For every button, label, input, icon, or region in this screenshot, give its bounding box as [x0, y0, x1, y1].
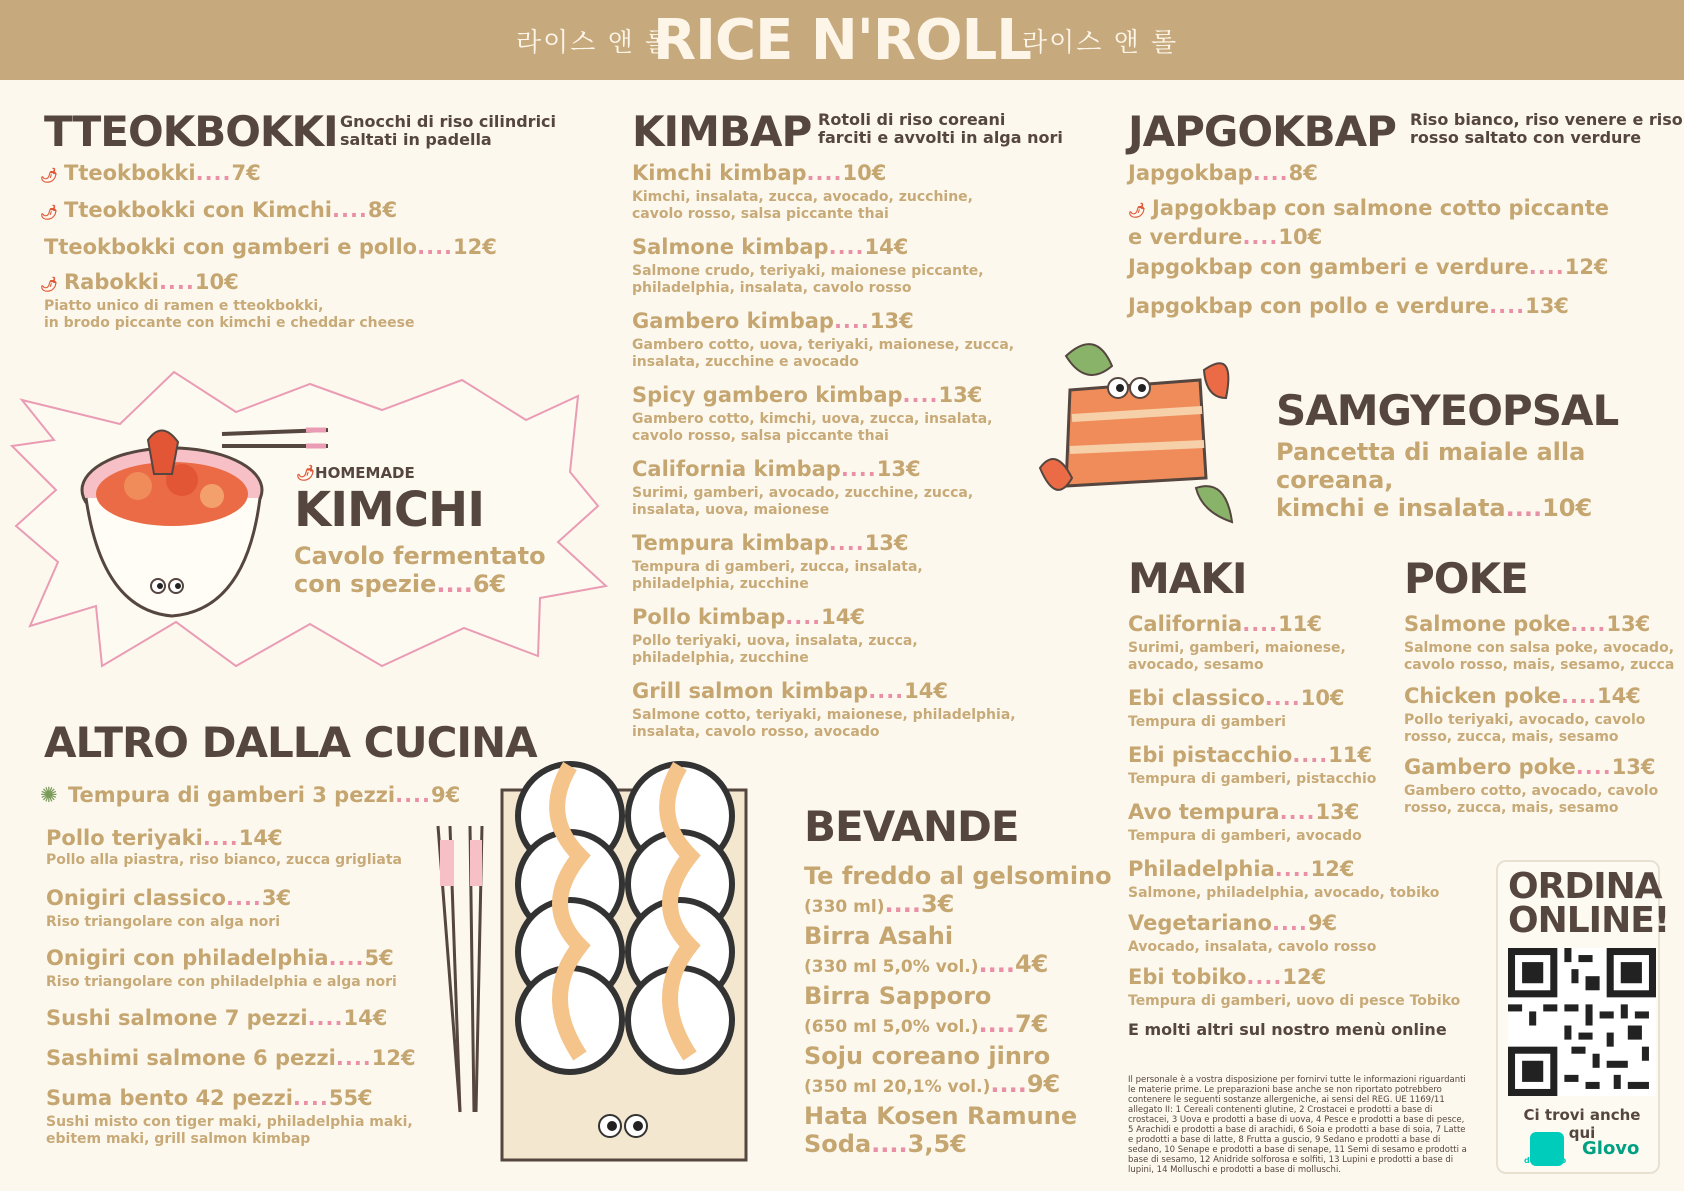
menu-item: Gambero kimbap....13€ [632, 309, 914, 333]
samgyeopsal-illustration [1036, 328, 1246, 538]
section-title-poke: POKE [1404, 554, 1528, 603]
item-description: Riso triangolare con alga nori [46, 914, 281, 930]
menu-item: ✺ Tempura di gamberi 3 pezzi....9€ [40, 783, 461, 807]
section-title-maki: MAKI [1128, 554, 1247, 603]
item-description: Salmone cotto, teriyaki, maionese, philadelphia, insalata, cavolo rosso, avocado [632, 707, 1016, 740]
item-description: Gambero cotto, uova, teriyaki, maionese, zucca, insalata, zucchine e avocado [632, 337, 1015, 370]
header-korean-left: 라이스 앤 롤 [516, 28, 673, 58]
glovo-logo[interactable]: Glovo [1582, 1138, 1640, 1159]
header-banner [0, 0, 1684, 80]
also-on-label: Ci trovi anche qui [1523, 1106, 1641, 1142]
chili-icon: 🌶 [40, 168, 58, 184]
menu-item: Onigiri con philadelphia....5€ [46, 946, 394, 970]
menu-item: Japgokbap con pollo e verdure....13€ [1128, 294, 1569, 318]
menu-item: Suma bento 42 pezzi....55€ [46, 1086, 373, 1110]
item-description: Kimchi, insalata, zucca, avocado, zucchine, cavolo rosso, salsa piccante thai [632, 189, 973, 222]
more-online-note: E molti altri sul nostro menù online [1128, 1020, 1447, 1039]
menu-item: Salmone poke....13€ [1404, 612, 1651, 636]
item-description: Tempura di gamberi [1128, 714, 1286, 730]
menu-item: Kimchi kimbap....10€ [632, 161, 887, 185]
item-description: Pollo teriyaki, uova, insalata, zucca, philadelphia, zucchine [632, 633, 918, 666]
kimchi-title: KIMCHI [294, 482, 485, 538]
item-description: Avocado, insalata, cavolo rosso [1128, 939, 1377, 955]
section-subtitle-japgokbap: Riso bianco, riso venere e riso rosso saltato con verdure [1410, 110, 1683, 147]
item-description: Salmone crudo, teriyaki, maionese piccante, philadelphia, insalata, cavolo rosso [632, 263, 984, 296]
menu-item: Avo tempura....13€ [1128, 800, 1360, 824]
drink-item: Hata Kosen Ramune Soda....3,5€ [804, 1102, 1078, 1158]
item-description: Riso triangolare con philadelphia e alga nori [46, 974, 397, 990]
item-description: Tempura di gamberi, pistacchio [1128, 771, 1377, 787]
menu-item: Pollo kimbap....14€ [632, 605, 865, 629]
kimchi-bowl-illustration [62, 410, 332, 620]
menu-item: Pollo teriyaki....14€ [46, 826, 283, 850]
section-title-bevande: BEVANDE [804, 802, 1019, 851]
item-description: Gambero cotto, kimchi, uova, zucca, insalata, cavolo rosso, salsa piccante thai [632, 411, 993, 444]
menu-item: Tempura kimbap....13€ [632, 531, 909, 555]
section-subtitle-tteokbokki: Gnocchi di riso cilindrici saltati in padella [340, 112, 557, 149]
chili-icon: 🌶 [296, 464, 316, 482]
chili-icon: 🌶 [40, 205, 58, 221]
section-title-altro: ALTRO DALLA CUCINA [44, 718, 537, 767]
section-subtitle-kimbap: Rotoli di riso coreani farciti e avvolti in alga nori [818, 110, 1063, 147]
item-description: Salmone, philadelphia, avocado, tobiko [1128, 885, 1440, 901]
menu-item: Sushi salmone 7 pezzi....14€ [46, 1006, 388, 1030]
drink-item: Soju coreano jinro (350 ml 20,1% vol.)....9€ [804, 1042, 1061, 1098]
header-korean-right: 라이스 앤 롤 [1022, 28, 1179, 58]
menu-item: Spicy gambero kimbap....13€ [632, 383, 983, 407]
item-description: Salmone con salsa poke, avocado, cavolo rosso, mais, sesamo, zucca [1404, 640, 1675, 673]
item-description: Piatto unico di ramen e tteokbokki, in brodo piccante con kimchi e cheddar cheese [44, 298, 415, 331]
menu-item: Sashimi salmone 6 pezzi....12€ [46, 1046, 416, 1070]
item-description: Pollo teriyaki, avocado, cavolo rosso, zucca, mais, sesamo [1404, 712, 1646, 745]
menu-item: Salmone kimbap....14€ [632, 235, 909, 259]
item-description: Pollo alla piastra, riso bianco, zucca grigliata [46, 852, 403, 868]
menu-item: California....11€ [1128, 612, 1322, 636]
menu-item: Philadelphia....12€ [1128, 857, 1355, 881]
logo: RICE N'ROLL [653, 8, 1031, 73]
item-description: Surimi, gamberi, avocado, zucchine, zucca, insalata, uova, maionese [632, 485, 974, 518]
menu-item: Gambero poke....13€ [1404, 755, 1656, 779]
menu-item: Ebi classico....10€ [1128, 686, 1345, 710]
item-description: Gambero cotto, avocado, cavolo rosso, zucca, mais, sesamo [1404, 783, 1659, 816]
menu-item: Vegetariano....9€ [1128, 911, 1338, 935]
chili-icon: 🌶 [1128, 203, 1146, 219]
menu-item: 🌶 Tteokbokki....7€ [40, 161, 261, 188]
item-description: Surimi, gamberi, maionese, avocado, sesamo [1128, 640, 1346, 673]
menu-item: 🌶 Japgokbap con salmone cotto piccante e verdure....10€ [1128, 196, 1610, 249]
menu-item: Japgokbap con gamberi e verdure....12€ [1128, 255, 1609, 279]
deliveroo-label: deliveroo [1524, 1156, 1567, 1165]
menu-item: Grill salmon kimbap....14€ [632, 679, 948, 703]
menu-item: Japgokbap....8€ [1128, 161, 1318, 185]
menu-item: Onigiri classico....3€ [46, 886, 292, 910]
chili-icon: 🌶 [40, 277, 58, 293]
section-title-kimbap: KIMBAP [632, 107, 812, 156]
bento-box-illustration [430, 756, 750, 1162]
menu-item: Ebi tobiko....12€ [1128, 965, 1327, 989]
kimchi-description: Cavolo fermentato con spezie....6€ [294, 542, 546, 598]
menu-item: 🌶 Rabokki....10€ [40, 270, 239, 297]
item-description: Sushi misto con tiger maki, philadelphia maki, ebitem maki, grill salmon kimbap [46, 1114, 413, 1147]
item-description: Tempura di gamberi, avocado [1128, 828, 1362, 844]
item-description: Tempura di gamberi, zucca, insalata, philadelphia, zucchine [632, 559, 923, 592]
item-description: Tempura di gamberi, uovo di pesce Tobiko [1128, 993, 1461, 1009]
section-title-samgyeopsal: SAMGYEOPSAL [1276, 386, 1619, 435]
drink-item: Birra Sapporo (650 ml 5,0% vol.)....7€ [804, 982, 1049, 1038]
menu-item: 🌶 Tteokbokki con Kimchi....8€ [40, 198, 397, 225]
homemade-tag: 🌶HOMEMADE [296, 464, 415, 482]
menu-item: Chicken poke....14€ [1404, 684, 1641, 708]
menu-item: California kimbap....13€ [632, 457, 921, 481]
drink-item: Birra Asahi (330 ml 5,0% vol.)....4€ [804, 922, 1049, 978]
allergen-notice: Il personale è a vostra disposizione per fornirvi tutte le informazioni riguardanti le materie prime. Le preparazioni base anche se non riportato potrebbero contenere le seguenti sostanze allergeniche, ai sensi del REG. UE 1169/11 allegato II: 1 Cereali contenenti glutine, 2 Crostacei e prodotti a base di crostacei, 3 Uova e prodotti a base di uova, 4 Pesce e prodotti a base di pesce, 5 Arachidi e prodotti a base di arachidi, 6 Soia e prodotti a base di soia, 7 Latte e prodotti a base di latte, 8 Frutta a guscio, 9 Sedano e prodotti a base di sedano, 10 Senape e prodotti a base di senape, 11 Semi di sesamo e prodotti a base di sesamo, 12 Anidride solforosa e solfiti, 13 Lupini e prodotti a base di lupini, 14 Molluschi e prodotti a base di molluschi. [1128, 1075, 1467, 1175]
section-title-japgokbap: JAPGOKBAP [1128, 107, 1396, 156]
drink-item: Te freddo al gelsomino (330 ml)....3€ [804, 862, 1112, 918]
shrimp-icon: ✺ [40, 783, 58, 807]
samgyeopsal-description: Pancetta di maiale alla coreana, kimchi e insalata....10€ [1276, 438, 1593, 522]
order-online-title: ORDINA ONLINE! [1508, 866, 1670, 941]
menu-item: Ebi pistacchio....11€ [1128, 743, 1373, 767]
qr-code[interactable] [1508, 948, 1656, 1096]
section-title-tteokbokki: TTEOKBOKKI [44, 107, 338, 156]
menu-item: Tteokbokki con gamberi e pollo....12€ [44, 235, 497, 259]
